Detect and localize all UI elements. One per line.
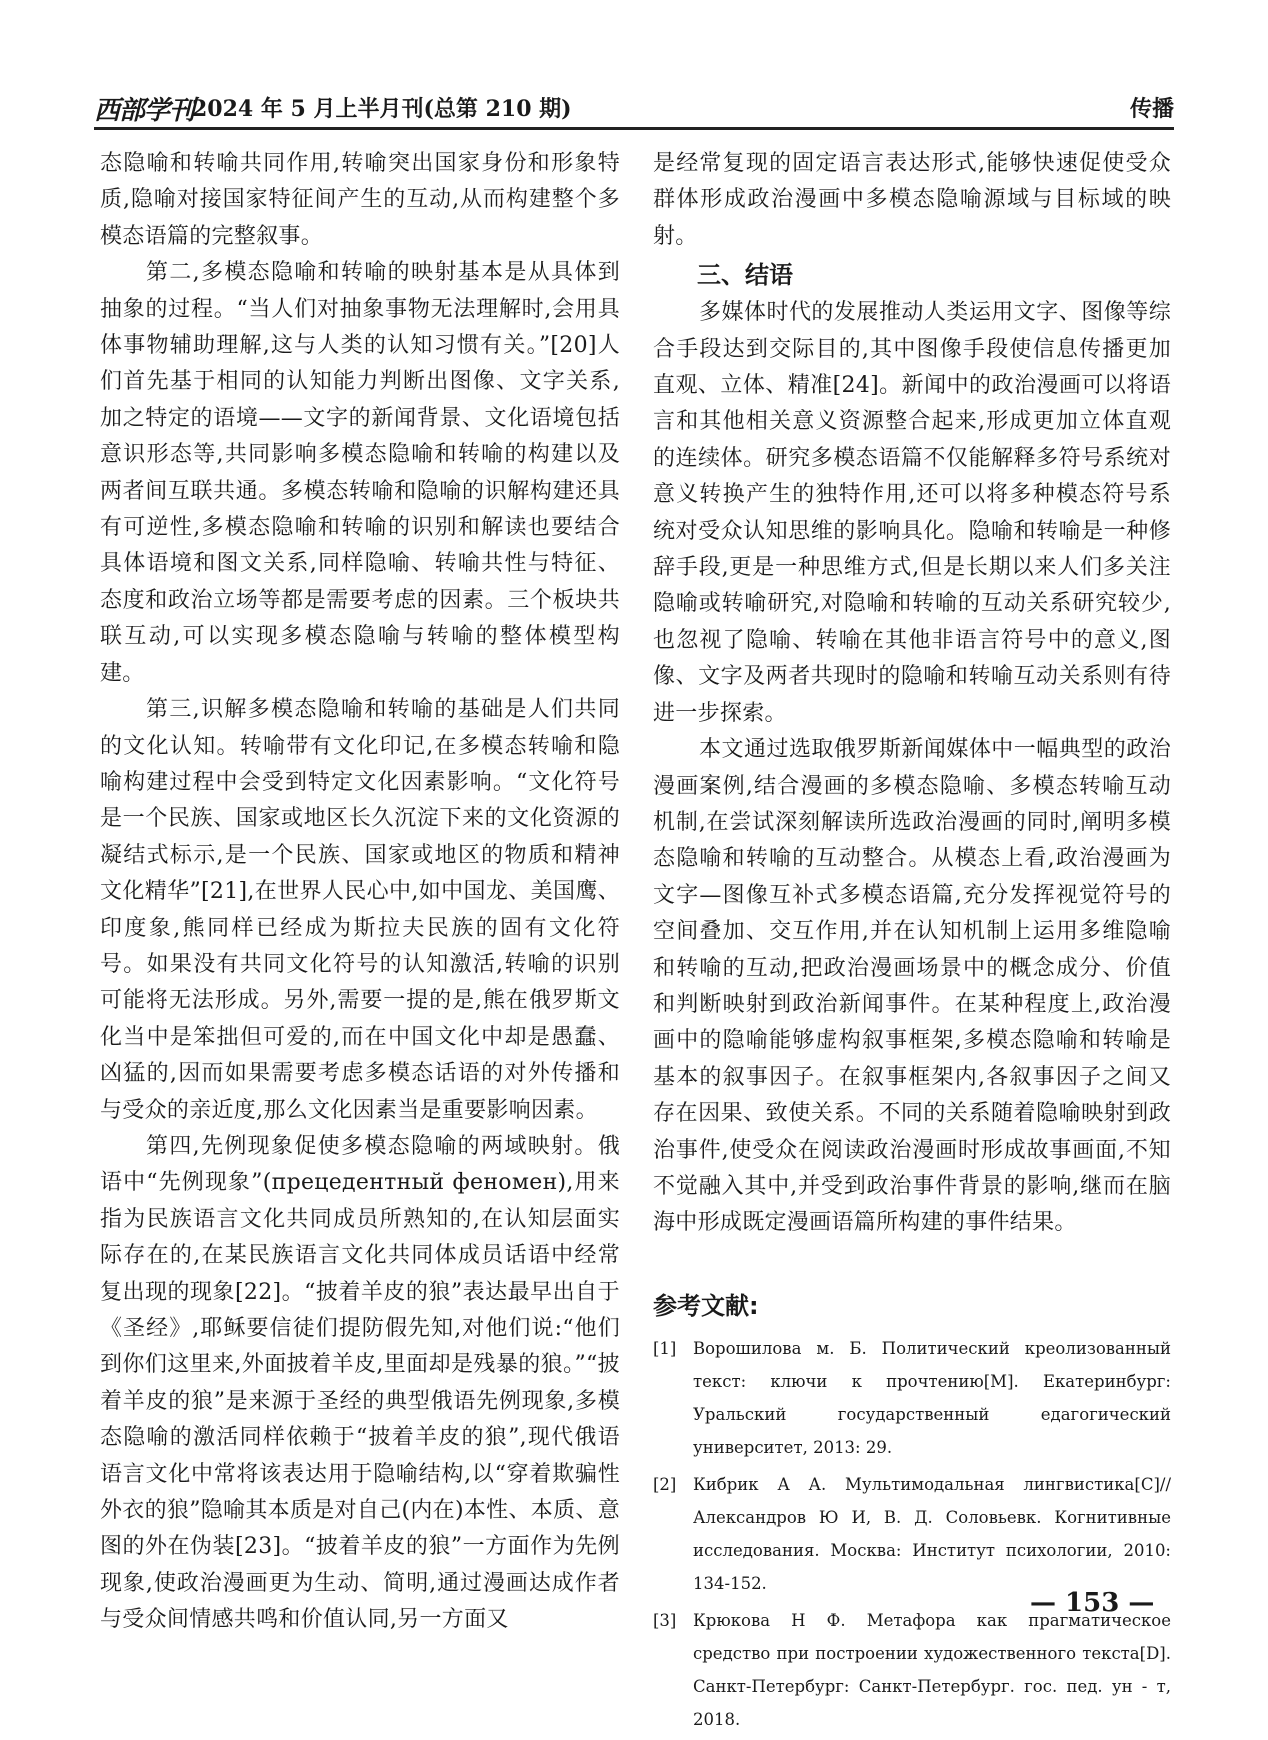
right-column: [653, 146, 1171, 1740]
page-number: — 153 —: [1030, 1588, 1155, 1618]
section-heading: 三、结语: [697, 261, 793, 290]
section-label: 传播: [1129, 96, 1174, 122]
reference-number: [2]: [653, 1474, 677, 1494]
reference-text: Ворошилова м. Б. Политический креолизованный текст: ключи к прочтению[М]. Екатеринбург: Уральский государственный едагогический университет, 2013: 29.: [693, 1338, 1171, 1457]
reference-text: Крюкова Н Ф. Метафора как прагматическое средство при построении художественного текста[D]. Санкт-Петербург: Санкт-Петербург. гос. пед. ун - т, 2018.: [693, 1610, 1171, 1729]
paragraph: 是经常复现的固定语言表达形式,能够快速促使受众群体形成政治漫画中多模态隐喻源域与目标域的映射。: [653, 151, 1171, 249]
journal-logo: 西部学刊: [94, 96, 195, 126]
reference-item: [653, 1604, 1171, 1736]
reference-text: Кибрик А А. Мультимодальная лингвистика[С]//Александров Ю И, В. Д. Соловьевк. Когнитивные исследования. Москва: Институт психологии, 2010: 134-152.: [693, 1474, 1171, 1593]
issue-info: 2024 年 5 月上半月刊(总第 210 期): [192, 96, 572, 122]
references-title: 参考文献:: [653, 1291, 759, 1320]
paragraph: 多媒体时代的发展推动人类运用文字、图像等综合手段达到交际目的,其中图像手段使信息传播更加直观、立体、精准[24]。新闻中的政治漫画可以将语言和其他相关意义资源整合起来,形成更加立体直观的连续体。研究多模态语篇不仅能解释多符号系统对意义转换产生的独特作用,还可以将多种模态符号系统对受众认知思维的影响具化。隐喻和转喻是一种修辞手段,更是一种思维方式,但是长期以来人们多关注隐喻或转喻研究,对隐喻和转喻的互动关系研究较少,也忽视了隐喻、转喻在其他非语言符号中的意义,图像、文字及两者共现时的隐喻和转喻互动关系则有待进一步探索。: [653, 300, 1171, 726]
left-column: [100, 146, 620, 1639]
header-rule: [94, 127, 1174, 130]
reference-number: [1]: [653, 1338, 677, 1358]
paragraph: 态隐喻和转喻共同作用,转喻突出国家身份和形象特质,隐喻对接国家特征间产生的互动,从而构建整个多模态语篇的完整叙事。: [100, 151, 620, 249]
paragraph: 第三,识解多模态隐喻和转喻的基础是人们共同的文化认知。转喻带有文化印记,在多模态转喻和隐喻构建过程中会受到特定文化因素影响。“文化符号是一个民族、国家或地区长久沉淀下来的文化资源的凝结式标示,是一个民族、国家或地区的物质和精神文化精华”[21],在世界人民心中,如中国龙、美国鹰、印度象,熊同样已经成为斯拉夫民族的固有文化符号。如果没有共同文化符号的认知激活,转喻的识别可能将无法形成。另外,需要一提的是,熊在俄罗斯文化当中是笨拙但可爱的,而在中国文化中却是愚蠢、凶猛的,因而如果需要考虑多模态话语的对外传播和与受众的亲近度,那么文化因素当是重要影响因素。: [100, 697, 620, 1123]
reference-item: [653, 1468, 1171, 1600]
reference-list: [653, 1332, 1171, 1736]
paragraph: 本文通过选取俄罗斯新闻媒体中一幅典型的政治漫画案例,结合漫画的多模态隐喻、多模态转喻互动机制,在尝试深刻解读所选政治漫画的同时,阐明多模态隐喻和转喻的互动整合。从模态上看,政治漫画为文字—图像互补式多模态语篇,充分发挥视觉符号的空间叠加、交互作用,并在认知机制上运用多维隐喻和转喻的互动,把政治漫画场景中的概念成分、价值和判断映射到政治新闻事件。在某种程度上,政治漫画中的隐喻能够虚构叙事框架,多模态隐喻和转喻是基本的叙事因子。在叙事框架内,各叙事因子之间又存在因果、致使关系。不同的关系随着隐喻映射到政治事件,使受众在阅读政治漫画时形成故事画面,不知不觉融入其中,并受到政治事件背景的影响,继而在脑海中形成既定漫画语篇所构建的事件结果。: [653, 737, 1171, 1236]
paragraph: 第四,先例现象促使多模态隐喻的两域映射。俄语中“先例现象”(прецедентный феномен),用来指为民族语言文化共同成员所熟知的,在认知层面实际存在的,在某民族语言文化共同体成员话语中经常复出现的现象[22]。“披着羊皮的狼”表达最早出自于《圣经》,耶稣要信徒们提防假先知,对他们说:“他们到你们这里来,外面披着羊皮,里面却是残暴的狼。”“披着羊皮的狼”是来源于圣经的典型俄语先例现象,多模态隐喻的激活同样依赖于“披着羊皮的狼”,现代俄语语言文化中常将该表达用于隐喻结构,以“穿着欺骗性外衣的狼”隐喻其本质是对自己(内在)本性、本质、意图的外在伪装[23]。“披着羊皮的狼”一方面作为先例现象,使政治漫画更为生动、简明,通过漫画达成作者与受众间情感共鸣和价值认同,另一方面又: [100, 1133, 620, 1633]
reference-item: [653, 1332, 1171, 1464]
paragraph: 第二,多模态隐喻和转喻的映射基本是从具体到抽象的过程。“当人们对抽象事物无法理解时,会用具体事物辅助理解,这与人类的认知习惯有关。”[20]人们首先基于相同的认知能力判断出图像、文字关系,加之特定的语境——文字的新闻背景、文化语境包括意识形态等,共同影响多模态隐喻和转喻的构建以及两者间互联共通。多模态转喻和隐喻的识解构建还具有可逆性,多模态隐喻和转喻的识别和解读也要结合具体语境和图文关系,同样隐喻、转喻共性与特征、态度和政治立场等都是需要考虑的因素。三个板块共联互动,可以实现多模态隐喻与转喻的整体模型构建。: [100, 260, 620, 686]
running-header: [94, 88, 1174, 124]
reference-number: [3]: [653, 1610, 677, 1630]
